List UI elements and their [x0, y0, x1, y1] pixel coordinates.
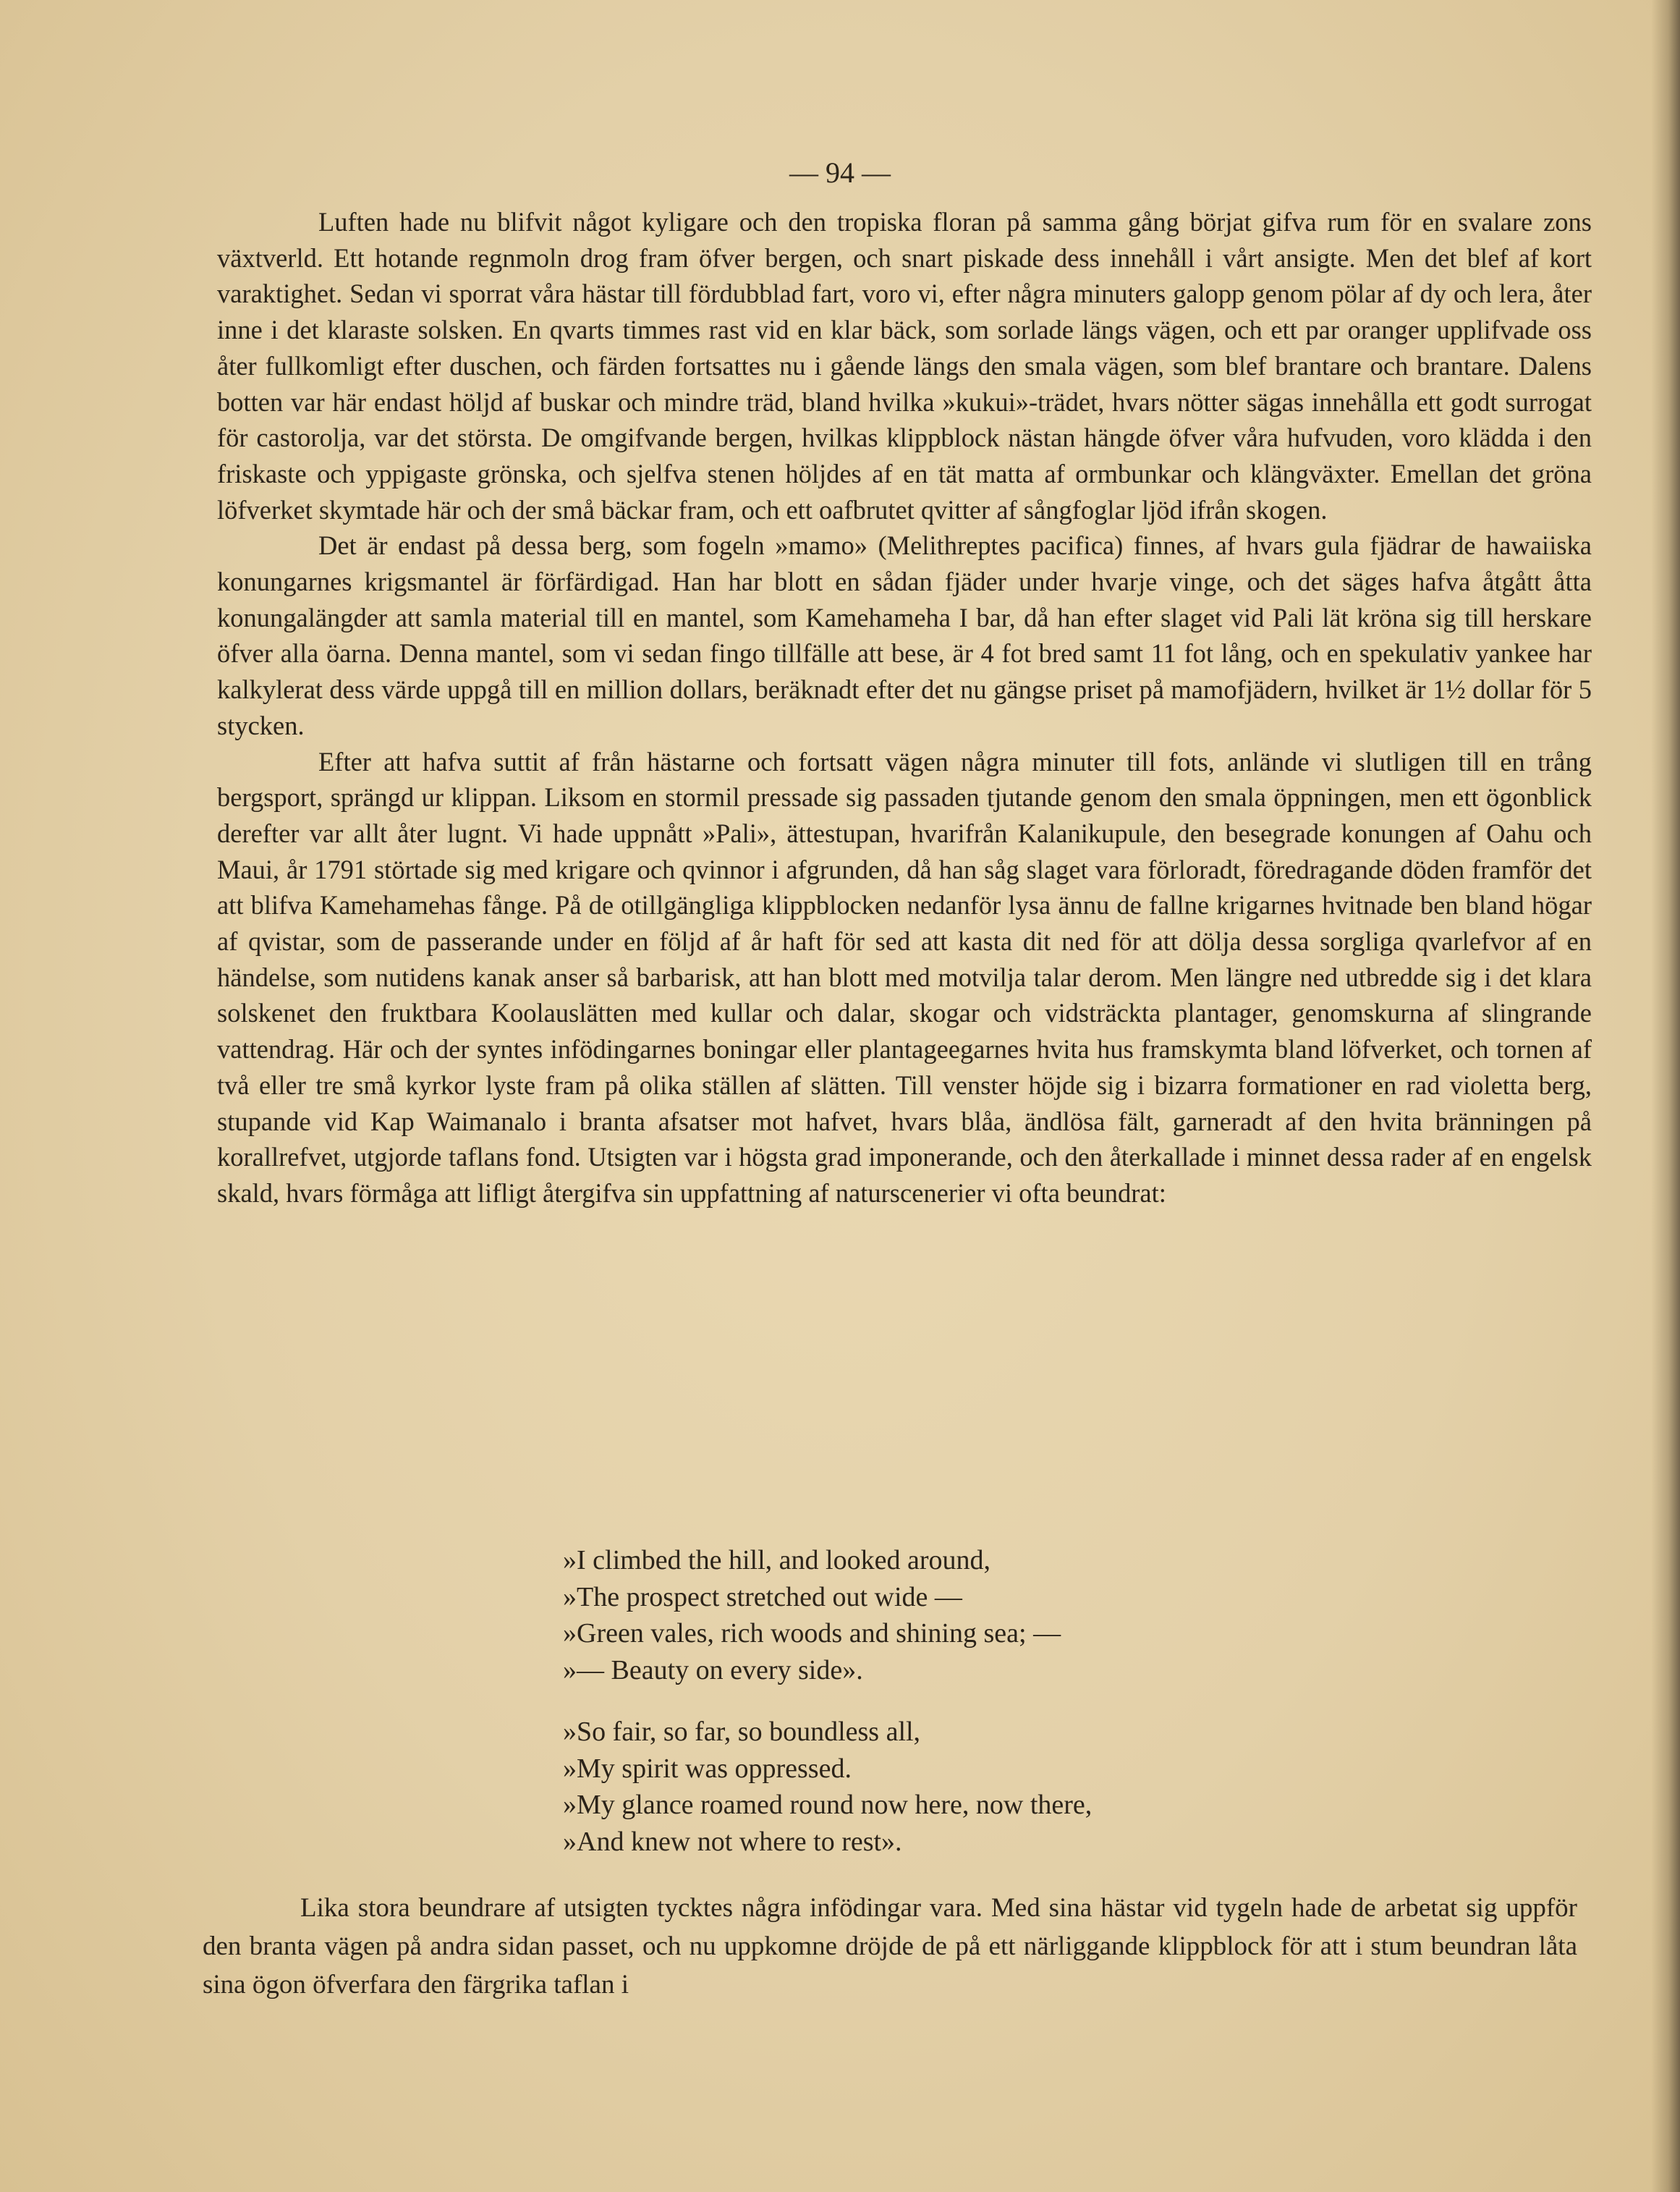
paragraph-4: Lika stora beundrare af utsigten tycktes några infödingar vara. Med sina hästar vid tygeln hade de arbetat sig uppför den branta vägen på andra sidan passet, och nu uppkomne dröjde de på ett närliggande klippblock för att i stum beundran låta sina ögon öfverfara den färgrika taflan i — [203, 1893, 1577, 2000]
poem-line: »My spirit was oppressed. — [563, 1753, 852, 1784]
poem-line: »The prospect stretched out wide — — [563, 1581, 962, 1612]
poem-stanza-2 — [563, 1714, 1286, 1860]
poem-stanza-1 — [563, 1542, 1286, 1688]
poem-line: »My glance roamed round now here, now there, — [563, 1790, 1093, 1821]
poem-line: »I climbed the hill, and looked around, — [563, 1545, 990, 1575]
poem-line: »Green vales, rich woods and shining sea; — — [563, 1618, 1061, 1649]
body-text — [217, 204, 1592, 1211]
page-number: — 94 — — [789, 156, 891, 189]
poem-line: »And knew not where to rest». — [563, 1826, 902, 1857]
paragraph-1: Luften hade nu blifvit något kyligare och den tropiska floran på samma gång börjat gifva rum för en svalare zons växtverld. Ett hotande regnmoln drog fram öfver bergen, och snart piskade dess innehåll i vårt ansigte. Men det blef af kort varaktighet. Sedan vi sporrat våra hästar till fördubblad fart, voro vi, efter några minuters galopp genom pölar af dy och lera, åter inne i det klaraste solsken. En qvarts timmes rast vid en klar bäck, som sorlade längs vägen, och ett par oranger upplifvade oss åter fullkomligt efter duschen, och färden fortsattes nu i gående längs den smala vägen, som blef brantare och brantare. Dalens botten var här endast höljd af buskar och mindre träd, bland hvilka »kukui»-trädet, hvars nötter sägas innehålla ett godt surrogat för castorolja, var det största. De omgifvande bergen, hvilkas klippblock nästan hängde öfver våra hufvuden, voro klädda i den friskaste och yppigaste grönska, och sjelfva stenen höljdes af en tät matta af ormbunkar och klängväxter. Emellan det gröna löfverket skymtade här och der små bäckar fram, och ett oafbrutet qvitter af sångfoglar ljöd ifrån skogen. — [217, 207, 1592, 525]
paragraph-2: Det är endast på dessa berg, som fogeln »mamo» (Melithreptes pacifica) finnes, af hvars gula fjädrar de hawaiiska konungarnes krigsmantel är förfärdigad. Han har blott en sådan fjäder under hvarje vinge, och det säges hafva åtgått åtta konungalängder att samla material till en mantel, som Kamehameha I bar, då han efter slaget vid Pali lät kröna sig till herskare öfver alla öarna. Denna mantel, som vi sedan fingo tillfälle att bese, är 4 fot bred samt 11 fot lång, och en spekulativ yankee har kalkylerat dess värde uppgå till en million dollars, beräknadt efter det nu gängse priset på mamofjädern, hvilket är 1½ dollar för 5 stycken. — [217, 530, 1592, 740]
paragraph-3: Efter att hafva suttit af från hästarne och fortsatt vägen några minuter till fots, anlände vi slutligen till en trång bergsport, sprängd ur klippan. Liksom en stormil pressade sig passaden tjutande genom den smala öppningen, men ett ögonblick derefter var allt åter lugnt. Vi hade uppnått »Pali», ättestupan, hvarifrån Kalanikupule, den besegrade konungen af Oahu och Maui, år 1791 störtade sig med krigare och qvinnor i afgrunden, då han såg slaget vara förloradt, föredragande döden framför det att blifva Kamehamehas fånge. På de otillgängliga klippblocken nedanför lysa ännu de fallne krigarnes hvitnade ben bland högar af qvistar, som de passerande under en följd af år haft för sed att kasta dit ned för att dölja dessa sorgliga qvarlefvor af en händelse, som nutidens kanak anser så barbarisk, att han blott med motvilja talar derom. Men längre ned utbredde sig i det klara solskenet den fruktbara Koolauslätten med kullar och dalar, skogar och vidsträckta plantager, genomskurna af slingrande vattendrag. Här och der syntes infödingarnes boningar eller plantageegarnes hvita hus framskymta bland löfverket, och tornen af två eller tre små kyrkor lyste fram på olika ställen af slätten. Till venster höjde sig i bizarra formationer en rad violetta berg, stupande vid Kap Waimanalo i branta afsatser mot hafvet, hvars blåa, ändlösa fält, garneradt af den hvita bränningen på korallrefvet, utgjorde taflans fond. Utsigten var i högsta grad imponerande, och den återkallade i minnet dessa rader af en engelsk skald, hvars förmåga att lifligt återgifva sin uppfattning af naturscenerier vi ofta beundrat: — [217, 746, 1592, 1208]
page-edge-shadow — [1651, 0, 1680, 2192]
poem-line: »So fair, so far, so boundless all, — [563, 1717, 921, 1747]
poem-line: »— Beauty on every side». — [563, 1654, 863, 1685]
closing-text — [203, 1889, 1577, 2004]
